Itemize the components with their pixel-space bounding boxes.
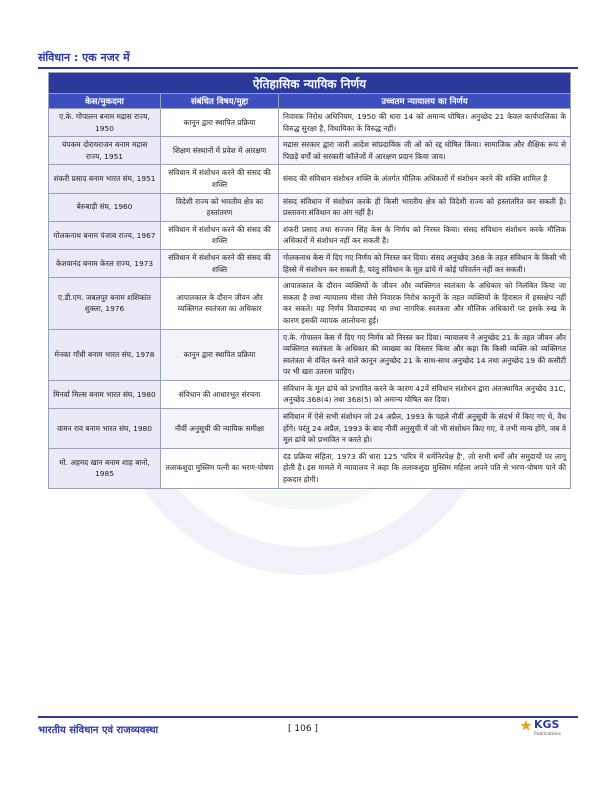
case-topic: संविधान में संशोधन करने की संसद की शक्ति — [161, 249, 279, 277]
case-name: वामन राव बनाम भारत संघ, 1980 — [49, 409, 161, 449]
table-row — [49, 137, 571, 165]
column-header-verdict: उच्चतम न्यायालय का निर्णय — [279, 94, 571, 109]
table-row — [49, 249, 571, 277]
case-verdict: संसद की संविधान संशोधन शक्ति के अंतर्गत मौलिक अधिकारों में संशोधन करने की शक्ति शामिल है — [279, 165, 571, 193]
case-topic: संविधान की आधारभूत संरचना — [161, 380, 279, 408]
case-name: गोलकनाथ बनाम पंजाब राज्य, 1967 — [49, 221, 161, 249]
case-verdict: ए.के. गोपालन केस में दिए गए निर्णय को निरस्त कर दिया। न्यायालय ने अनुच्छेद 21 के तहत जीवन और व्यक्तिगत स्वतंत्रता के अधिकार की व्याख्या का विस्तार किया और कहा कि किसी व्यक्ति को व्यक्तिगत स्वतंत्रता से वंचित करने वाले कानून अनुच्छेद 21 के साथ-साथ अनुच्छेद 14 तथा अनुच्छेद 19 की कसौटी पर भी खरा उतरना चाहिए। — [279, 329, 571, 380]
case-name: मो. अहमद खान बनाम शाह बानो, 1985 — [49, 448, 161, 488]
table-title: ऐतिहासिक न्यायिक निर्णय — [49, 73, 571, 94]
case-verdict: संविधान के मूल ढांचे को प्रभावित करने के कारण 42वें संविधान संशोधन द्वारा अंतःस्थापित अनुच्छेद 31C, अनुच्छेद 368(4) तथा 368(5) को अमान्य घोषित कर दिया। — [279, 380, 571, 408]
case-topic: संविधान में संशोधन करने की संसद की शक्ति — [161, 221, 279, 249]
top-divider — [38, 67, 578, 69]
table-row — [49, 165, 571, 193]
case-name: केशवानंद बनाम केरल राज्य, 1973 — [49, 249, 161, 277]
case-name: ए.के. गोपालन बनाम मद्रास राज्य, 1950 — [49, 109, 161, 137]
case-topic: नौवीं अनुसूची की न्यायिक समीक्षा — [161, 409, 279, 449]
table-row — [49, 409, 571, 449]
table-row — [49, 448, 571, 488]
table-row — [49, 193, 571, 221]
case-topic: विदेशी राज्य को भारतीय क्षेत्र का हस्तांतरण — [161, 193, 279, 221]
case-topic: कानून द्वारा स्थापित प्रक्रिया — [161, 329, 279, 380]
case-verdict: आपातकाल के दौरान व्यक्तियों के जीवन और व्यक्तिगत स्वतंत्रता के अधिकार को निलंबित किया जा सकता है तथा न्यायालय मीसा जैसे निवारक निरोध कानूनों के तहत व्यक्तियों के हिरासत में हस्तक्षेप नहीं कर सकते। यह निर्णय विवादास्पद था तथा नागरिक स्वतंत्रता और मौलिक अधिकारों पर इसके रुख के कारण इसकी व्यापक आलोचना हुई। — [279, 278, 571, 329]
logo-subtext: Publications — [534, 732, 562, 737]
case-name: शंकरी प्रसाद बनाम भारत संघ, 1951 — [49, 165, 161, 193]
case-verdict: मद्रास सरकार द्वारा जारी आदेश सांप्रदायिक जी ओ को रद्द घोषित किया। सामाजिक और शैक्षिक रूप से पिछड़े वर्गों को सरकारी कॉलेजों में आरक्षण प्रदान किया जाय। — [279, 137, 571, 165]
table-row — [49, 329, 571, 380]
table-row — [49, 221, 571, 249]
logo-text: KGS — [534, 718, 560, 731]
column-header-topic: संबंधित विषय/मुद्दा — [161, 94, 279, 109]
case-topic: संविधान में संशोधन करने की संसद की शक्ति — [161, 165, 279, 193]
publisher-logo — [520, 718, 574, 738]
table-row — [49, 109, 571, 137]
case-verdict: शंकरी प्रसाद तथा सज्जन सिंह केस के निर्णय को निरस्त किया। संसद संविधान संशोधन करके मौलिक अधिकारों में संशोधन नहीं कर सकती है। — [279, 221, 571, 249]
case-name: मेनका गाँधी बनाम भारत संघ, 1978 — [49, 329, 161, 380]
case-name: ए.डी.एम. जबलपुर बनाम शशिकांत शुक्ला, 1976 — [49, 278, 161, 329]
footer-book-title: भारतीय संविधान एवं राजव्यवस्था — [38, 725, 159, 736]
case-verdict: गोलकनाथ केस में दिए गए निर्णय को निरस्त कर दिया। संसद अनुच्छेद 368 के तहत संविधान के किसी भी हिस्से में संशोधन कर सकती है, परंतु संविधान के मूल ढांचे में कोई परिवर्तन नहीं कर सकती। — [279, 249, 571, 277]
case-verdict: निवारक निरोध अधिनियम, 1950 की धारा 14 को अमान्य घोषित। अनुच्छेद 21 केवल कार्यपालिका के विरुद्ध सुरक्षा है, विधायिका के विरुद्ध नहीं। — [279, 109, 571, 137]
column-header-case: केस/मुकदमा — [49, 94, 161, 109]
case-name: बेरुबाड़ी संघ, 1960 — [49, 193, 161, 221]
case-topic: कानून द्वारा स्थापित प्रक्रिया — [161, 109, 279, 137]
page-number: [ 106 ] — [288, 724, 318, 734]
case-verdict: दंड प्रक्रिया संहिता, 1973 की धारा 125 'चरित्र में धर्मनिरपेक्ष है', जो सभी धर्मों और समुदायों पर लागू होती है। इस मामले में न्यायालय ने कहा कि तलाकशुदा मुस्लिम महिला अपने पति से भरण-पोषण पाने की हकदार होगी। — [279, 448, 571, 488]
case-name: चंपकम दोरायराजन बनाम मद्रास राज्य, 1951 — [49, 137, 161, 165]
case-verdict: संसद संविधान में संशोधन करके ही किसी भारतीय क्षेत्र को विदेशी राज्य को हस्तांतरित कर सकती है। प्रस्तावना संविधान का अंग नहीं है। — [279, 193, 571, 221]
table-row — [49, 380, 571, 408]
case-topic: आपातकाल के दौरान जीवन और व्यक्तिगत स्वतंत्रता का अधिकार — [161, 278, 279, 329]
bottom-divider — [38, 716, 578, 718]
landmark-judgments-table — [48, 72, 571, 489]
case-verdict: संविधान में ऐसे सभी संशोधन जो 24 अप्रैल, 1993 के पहले नौवीं अनुसूची के संदर्भ में किए गए थे, वैध होंगे। परंतु 24 अप्रैल, 1993 के बाद नौवीं अनुसूची में जो भी संशोधन किए गए, वे तभी मान्य होंगे, जब वे मूल ढांचे को प्रभावित न करते हो। — [279, 409, 571, 449]
table-row — [49, 278, 571, 329]
running-head: संविधान : एक नजर में — [38, 51, 130, 64]
case-topic: शिक्षण संस्थानों में प्रवेश में आरक्षण — [161, 137, 279, 165]
case-name: मिनर्वा मिल्स बनाम भारत संघ, 1980 — [49, 380, 161, 408]
logo-star-icon — [521, 720, 532, 731]
case-topic: तलाकशुदा मुस्लिम पत्नी का भरण-पोषण — [161, 448, 279, 488]
